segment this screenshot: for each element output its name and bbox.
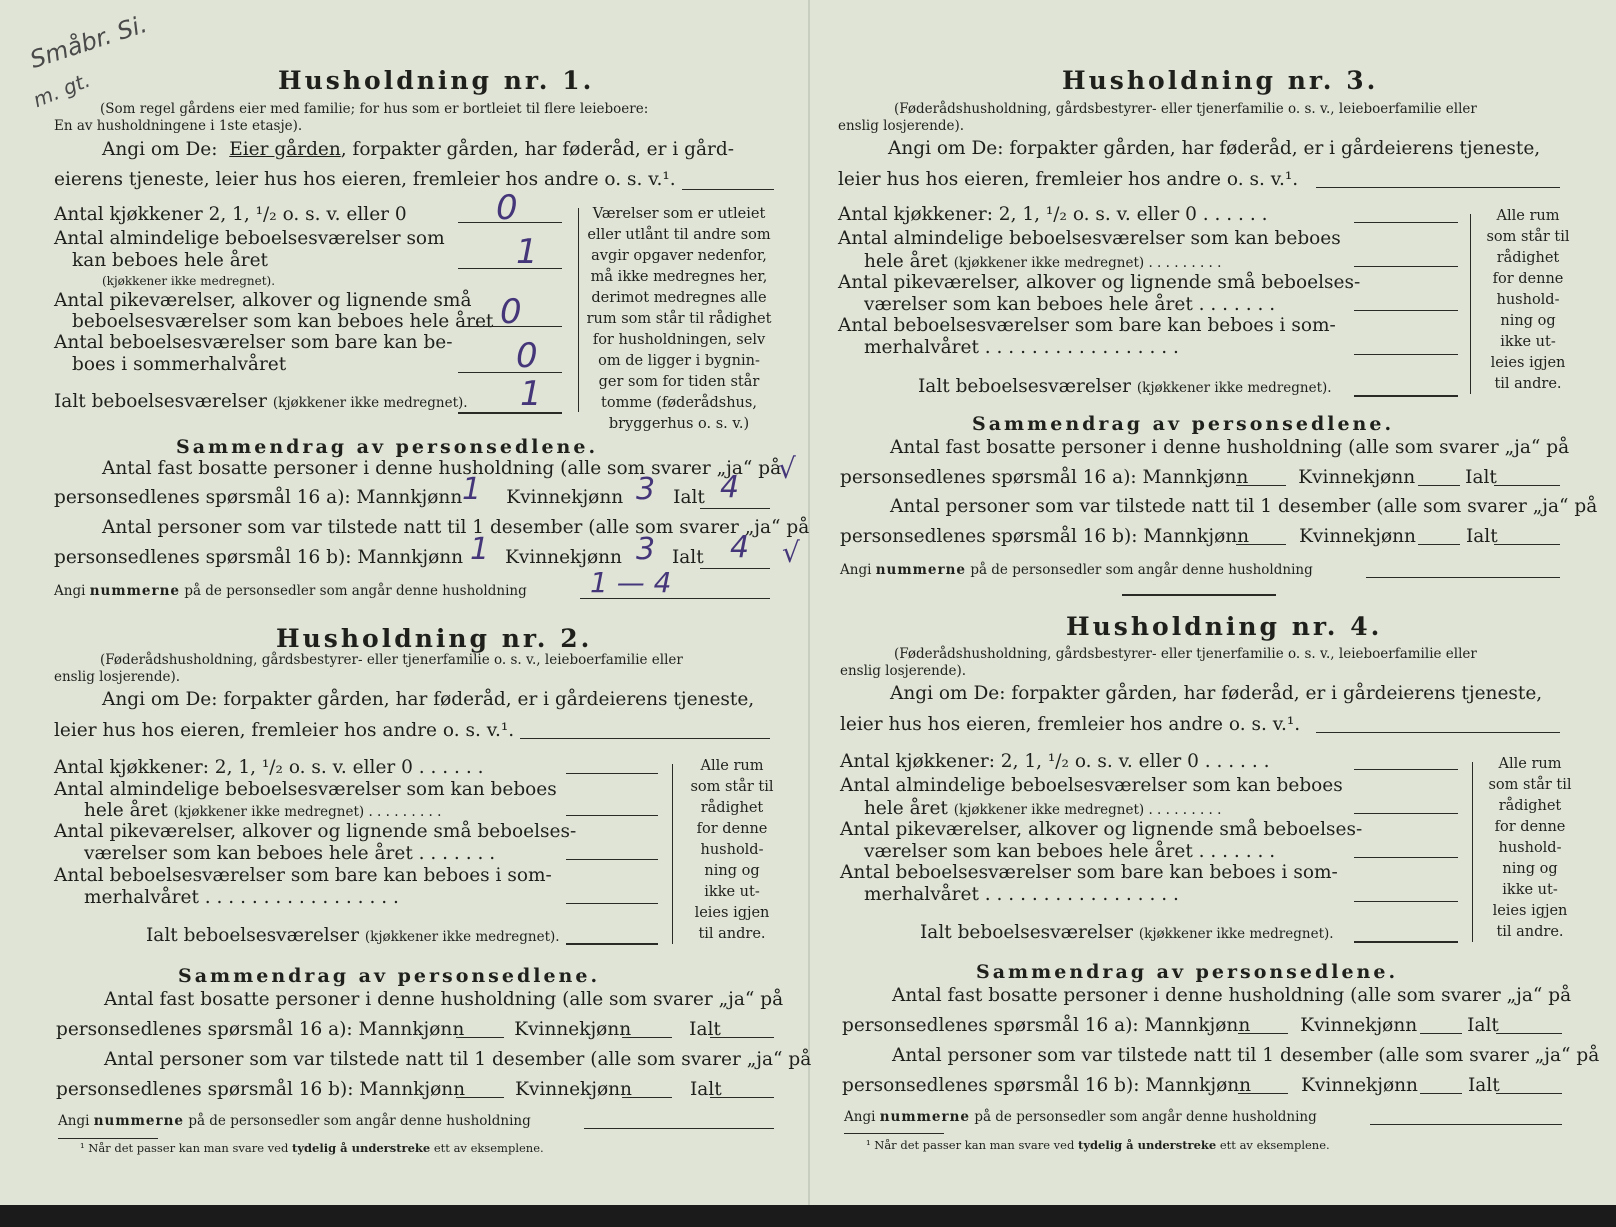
side-note-line: rådighet (1498, 798, 1562, 814)
s16b-line-1: Antal personer som var tilstede natt til 1 desember (alle som svarer „ja“ på (892, 1045, 1600, 1066)
s16b-line-2 (840, 526, 1498, 547)
row-alm-label-1: Antal almindelige beboelsesværelser som kan beboes (840, 775, 1343, 796)
hele-aret: hele året (864, 798, 948, 819)
side-note-line: for denne (1494, 819, 1566, 835)
kvinne-label: Kvinnekjønn (514, 1019, 632, 1040)
row-ialt-label (918, 376, 1332, 397)
household-3-side-note (1478, 206, 1578, 395)
ialt-note: (kjøkkener ikke medregnet). (1138, 926, 1334, 942)
value-16a-ialt: 4 (720, 470, 740, 505)
line-som (566, 903, 658, 904)
margin-note-2: m. gt. (29, 67, 94, 113)
row-som-label-2: boes i sommerhalvåret (72, 354, 287, 375)
angi-nummerne (58, 1113, 531, 1129)
side-brace (672, 764, 673, 944)
ialt-label: Ialt (689, 1079, 722, 1100)
ialt-label: Ialt beboelsesværelser (918, 376, 1131, 397)
line-kjokken (1354, 769, 1458, 770)
line-16b-ialt (700, 568, 770, 569)
value-nummerne: 1 — 4 (590, 566, 672, 599)
angi-rest: på de personsedler som angår denne husholdning (184, 583, 527, 599)
row-ialt-label (54, 391, 468, 412)
side-note-line: for husholdningen, selv (592, 332, 766, 348)
row-som-label-2: merhalvåret . . . . . . . . . . . . . . . . . (864, 884, 1179, 905)
household-2-angi-line-1: Angi om De: forpakter gården, har føderåd, er i gårdeierens tjeneste, (102, 689, 755, 710)
side-note-line: ikke ut- (704, 884, 760, 900)
alm-note: (kjøkkener ikke medregnet) . . . . . . . . . (953, 255, 1222, 271)
line-16a-mann (1238, 1033, 1288, 1034)
side-note-line: rum som står til rådighet (586, 311, 772, 327)
answer-line (682, 189, 774, 190)
ialt-label: Ialt (1467, 1015, 1499, 1036)
side-note-line: eller utlånt til andre som (587, 227, 771, 243)
household-3-angi-line-2: leier hus hos eieren, fremleier hos andre o. s. v.¹. (838, 169, 1299, 190)
nummerne-word: nummerne (93, 1113, 185, 1129)
check-16b: √ (782, 536, 800, 569)
line-16a-ialt (1496, 1033, 1562, 1034)
page-fold (808, 0, 810, 1205)
ialt-label: Ialt (1467, 1075, 1500, 1096)
s16a-line-2 (840, 467, 1497, 488)
value-som: 0 (516, 336, 538, 376)
line-16a-ialt (1494, 485, 1560, 486)
side-note-line: til andre. (698, 926, 766, 942)
row-alm-label-2: kan beboes hele året (72, 250, 268, 271)
line-kjokken (566, 773, 658, 774)
side-note-line: ning og (704, 863, 760, 879)
s16a-line-1: Antal fast bosatte personer i denne husholdning (alle som svarer „ja“ på (104, 989, 784, 1010)
row-som-label-1: Antal beboelsesværelser som bare kan be- (54, 332, 453, 353)
angi-rest: på de personsedler som angår denne husholdning (974, 1109, 1317, 1125)
household-4-title: Husholdning nr. 4. (1066, 612, 1383, 641)
value-kjokken: 0 (496, 188, 518, 228)
row-pike-label-1: Antal pikeværelser, alkover og lignende små beboelses- (840, 819, 1363, 840)
ialt-label: Ialt (1465, 467, 1497, 488)
side-note-line: for denne (696, 821, 768, 837)
angi-rest: på de personsedler som angår denne husholdning (970, 562, 1313, 578)
side-note-line: leies igjen (1490, 355, 1566, 371)
mann-label: Mannkjønn (1145, 1075, 1252, 1096)
household-3-title: Husholdning nr. 3. (1062, 66, 1379, 95)
hele-aret: hele året (84, 800, 168, 821)
household-1-paren-1: (Som regel gårdens eier med familie; for hus som er bortleiet til flere leieboere: (100, 101, 649, 117)
line-16b-kvinne (1420, 1093, 1462, 1094)
line-kjokken (1354, 222, 1458, 223)
side-note-line: til andre. (1494, 376, 1562, 392)
side-note-line: som står til (1488, 777, 1572, 793)
row-alm-label-1: Antal almindelige beboelsesværelser som (54, 228, 445, 249)
s16b-line-1: Antal personer som var tilstede natt til 1 desember (alle som svarer „ja“ på (102, 517, 810, 538)
household-2-paren-2: enslig losjerende). (54, 669, 181, 685)
row-kjokken-label: Antal kjøkkener: 2, 1, ¹/₂ o. s. v. eller 0 . . . . . . (840, 751, 1270, 772)
household-2-paren-1: (Føderådshusholdning, gårdsbestyrer- eller tjenerfamilie o. s. v., leieboerfamilie eller (100, 652, 683, 668)
line-pike (1354, 310, 1458, 311)
household-2-title: Husholdning nr. 2. (276, 624, 593, 653)
line-16b-ialt (1494, 544, 1560, 545)
line-16a-kvinne (622, 1037, 672, 1038)
value-ialt: 1 (520, 374, 542, 414)
side-note-line: avgir opgaver nedenfor, (591, 248, 767, 264)
s16b-line-2 (842, 1075, 1500, 1096)
line-16a-kvinne (1418, 485, 1460, 486)
row-pike-label-1: Antal pikeværelser, alkover og lignende små (54, 290, 472, 311)
side-note-line: leies igjen (1492, 903, 1568, 919)
s16a-line-2 (842, 1015, 1499, 1036)
row-alm-label-2 (84, 800, 441, 821)
row-ialt-label (920, 922, 1334, 943)
s16b-label: personsedlenes spørsmål 16 b): (840, 526, 1138, 547)
mann-label: Mannkjønn (1143, 526, 1250, 547)
side-note-line: bryggerhus o. s. v.) (608, 416, 750, 432)
ialt-label: Ialt beboelsesværelser (920, 922, 1133, 943)
row-som-label-2: merhalvåret . . . . . . . . . . . . . . . . . (84, 887, 399, 908)
ialt-label: Ialt beboelsesværelser (54, 391, 267, 412)
row-pike-label-1: Antal pikeværelser, alkover og lignende små beboelses- (838, 272, 1361, 293)
line-pike (1354, 857, 1458, 858)
household-2-angi-line-2: leier hus hos eieren, fremleier hos andre o. s. v.¹. (54, 720, 515, 741)
row-som-label-1: Antal beboelsesværelser som bare kan beboes i som- (840, 862, 1338, 883)
footnote-a: ¹ Når det passer kan man svare ved (866, 1138, 1075, 1152)
household-4-angi-line-1: Angi om De: forpakter gården, har føderåd, er i gårdeierens tjeneste, (890, 683, 1543, 704)
row-som-label-2: merhalvåret . . . . . . . . . . . . . . . . . (864, 337, 1179, 358)
footnote (866, 1138, 1330, 1152)
line-16b-ialt (710, 1097, 774, 1098)
side-note-line: som står til (690, 779, 774, 795)
line-16a-mann (456, 1037, 504, 1038)
line-16b-mann (456, 1097, 504, 1098)
row-som-label-1: Antal beboelsesværelser som bare kan beboes i som- (54, 865, 552, 886)
household-3-sammendrag: Sammendrag av personsedlene. (972, 413, 1395, 435)
mann-label: Mannkjønn (1144, 1015, 1251, 1036)
row-pike-label-1: Antal pikeværelser, alkover og lignende små beboelses- (54, 821, 577, 842)
household-1-angi-line-1 (102, 139, 734, 160)
household-2-side-note (682, 756, 782, 945)
footnote-c: ett av eksemplene. (433, 1141, 544, 1155)
footnote (80, 1141, 544, 1155)
value-16b-mann: 1 (470, 532, 490, 567)
row-pike-label-2: værelser som kan beboes hele året . . . . . . . (864, 841, 1276, 862)
line-16a-ialt (710, 1037, 774, 1038)
hele-aret: hele året (864, 251, 948, 272)
s16b-label: personsedlenes spørsmål 16 b): (54, 547, 352, 568)
row-alm-label-2 (864, 798, 1221, 819)
side-note-line: Værelser som er utleiet (592, 206, 766, 222)
side-note-line: rådighet (1496, 250, 1560, 266)
ialt-label: Ialt beboelsesværelser (146, 925, 359, 946)
row-alm-label-1: Antal almindelige beboelsesværelser som kan beboes (54, 779, 557, 800)
ialt-note: (kjøkkener ikke medregnet). (364, 929, 560, 945)
line-ialt (1354, 941, 1458, 943)
answer-line (520, 738, 770, 739)
line-som (1354, 901, 1458, 902)
s16b-line-2 (54, 547, 704, 568)
line-som (458, 372, 562, 373)
angi-word: Angi (54, 583, 86, 599)
angi-options: , forpakter gården, har føderåd, er i gård- (340, 139, 734, 160)
line-16b-mann (1236, 544, 1286, 545)
row-alm-label-2 (864, 251, 1221, 272)
household-2-sammendrag: Sammendrag av personsedlene. (178, 965, 601, 987)
household-4-paren-1: (Føderådshusholdning, gårdsbestyrer- eller tjenerfamilie o. s. v., leieboerfamilie eller (894, 646, 1477, 662)
alm-note: (kjøkkener ikke medregnet) . . . . . . . . . (173, 804, 442, 820)
line-16b-ialt (1496, 1093, 1562, 1094)
kvinne-label: Kvinnekjønn (515, 1079, 632, 1100)
ialt-note: (kjøkkener ikke medregnet). (272, 395, 468, 411)
line-16a-kvinne (1420, 1033, 1462, 1034)
footnote-b: tydelig å understreke (1078, 1138, 1217, 1152)
s16a-label: personsedlenes spørsmål 16 a): (56, 1019, 353, 1040)
side-note-line: hushold- (1496, 292, 1560, 308)
household-4-side-note (1480, 754, 1580, 943)
household-4-sammendrag: Sammendrag av personsedlene. (976, 961, 1399, 983)
footnote-rule (58, 1138, 158, 1139)
line-nummerne (1370, 1124, 1562, 1125)
side-brace (1472, 762, 1473, 942)
line-16a-ialt (700, 508, 770, 509)
side-note-line: hushold- (700, 842, 764, 858)
kvinne-label: Kvinnekjønn (1300, 1015, 1418, 1036)
value-alm: 1 (516, 232, 538, 272)
s16a-line-1: Antal fast bosatte personer i denne husholdning (alle som svarer „ja“ på (892, 985, 1572, 1006)
row-pike-label-2: beboelsesværelser som kan beboes hele året (72, 311, 494, 332)
s16b-line-1: Antal personer som var tilstede natt til 1 desember (alle som svarer „ja“ på (104, 1049, 812, 1070)
ialt-label: Ialt (1465, 526, 1498, 547)
ialt-label: Ialt (671, 547, 704, 568)
mann-label: Mannkjønn (359, 1079, 466, 1100)
line-ialt (458, 412, 562, 414)
value-pike: 0 (500, 292, 522, 332)
side-note-line: ning og (1502, 861, 1558, 877)
household-4-angi-line-2: leier hus hos eieren, fremleier hos andre o. s. v.¹. (840, 714, 1301, 735)
line-nummerne (584, 1128, 774, 1129)
nummerne-word: nummerne (879, 1109, 971, 1125)
ialt-label: Ialt (689, 1019, 721, 1040)
household-3-angi-line-1: Angi om De: forpakter gården, har føderåd, er i gårdeierens tjeneste, (888, 138, 1541, 159)
household-1-sammendrag: Sammendrag av personsedlene. (176, 436, 599, 458)
row-alm-label-3: (kjøkkener ikke medregnet). (102, 274, 276, 288)
household-1-side-note (586, 204, 772, 435)
side-note-line: Alle rum (1498, 756, 1562, 772)
row-ialt-label (146, 925, 560, 946)
line-alm (1354, 266, 1458, 267)
side-note-line: rådighet (700, 800, 764, 816)
angi-label: Angi om De: (102, 139, 218, 160)
side-note-line: ger som for tiden står (598, 374, 760, 390)
s16a-label: personsedlenes spørsmål 16 a): (54, 487, 351, 508)
answer-line (1316, 187, 1560, 188)
margin-note: Småbr. Si. (26, 9, 151, 75)
line-pike (566, 859, 658, 860)
angi-word: Angi (840, 562, 872, 578)
separator-rule (1122, 594, 1276, 596)
household-1-angi-line-2: eierens tjeneste, leier hus hos eieren, fremleier hos andre o. s. v.¹. (54, 169, 676, 190)
kvinne-label: Kvinnekjønn (1299, 526, 1416, 547)
s16b-label: personsedlenes spørsmål 16 b): (56, 1079, 354, 1100)
kvinne-label: Kvinnekjønn (1301, 1075, 1418, 1096)
household-1-title: Husholdning nr. 1. (278, 66, 595, 95)
answer-eier-garden: Eier gården (229, 139, 341, 160)
row-kjokken-label: Antal kjøkkener: 2, 1, ¹/₂ o. s. v. eller 0 . . . . . . (838, 204, 1268, 225)
kvinne-label: Kvinnekjønn (506, 487, 624, 508)
row-kjokken-label: Antal kjøkkener: 2, 1, ¹/₂ o. s. v. eller 0 . . . . . . (54, 757, 484, 778)
angi-word: Angi (844, 1109, 876, 1125)
mann-label: Mannkjønn (356, 487, 463, 508)
line-alm (458, 268, 562, 269)
line-16b-kvinne (622, 1097, 672, 1098)
angi-nummerne (844, 1109, 1317, 1125)
row-pike-label-2: værelser som kan beboes hele året . . . . . . . (864, 294, 1276, 315)
kvinne-label: Kvinnekjønn (1298, 467, 1416, 488)
check-16a: √ (778, 452, 796, 485)
household-3-paren-1: (Føderådshusholdning, gårdsbestyrer- eller tjenerfamilie o. s. v., leieboerfamilie eller (894, 101, 1477, 117)
mann-label: Mannkjønn (1142, 467, 1249, 488)
value-16b-ialt: 4 (730, 530, 750, 565)
row-pike-label-2: værelser som kan beboes hele året . . . . . . . (84, 843, 496, 864)
side-note-line: derimot medregnes alle (591, 290, 767, 306)
s16a-line-1: Antal fast bosatte personer i denne husholdning (alle som svarer „ja“ på (890, 437, 1570, 458)
value-16b-kvinne: 3 (636, 532, 656, 567)
line-nummerne (580, 598, 770, 599)
side-note-line: Alle rum (1496, 208, 1560, 224)
line-ialt (1354, 395, 1458, 397)
s16a-line-2 (54, 487, 705, 508)
nummerne-word: nummerne (89, 583, 181, 599)
line-16b-kvinne (1418, 544, 1460, 545)
side-note-line: ikke ut- (1500, 334, 1556, 350)
angi-word: Angi (58, 1113, 90, 1129)
household-1-paren-2: En av husholdningene i 1ste etasje). (54, 118, 303, 134)
row-kjokken-label: Antal kjøkkener 2, 1, ¹/₂ o. s. v. eller 0 (54, 204, 407, 225)
side-note-line: som står til (1486, 229, 1570, 245)
answer-line (1316, 732, 1560, 733)
angi-nummerne (54, 583, 527, 599)
s16b-line-1: Antal personer som var tilstede natt til 1 desember (alle som svarer „ja“ på (890, 496, 1598, 517)
household-4-paren-2: enslig losjerende). (840, 663, 967, 679)
side-note-line: leies igjen (694, 905, 770, 921)
line-nummerne (1366, 577, 1560, 578)
side-note-line: Alle rum (700, 758, 764, 774)
footnote-a: ¹ Når det passer kan man svare ved (80, 1141, 289, 1155)
side-note-line: ning og (1500, 313, 1556, 329)
s16b-label: personsedlenes spørsmål 16 b): (842, 1075, 1140, 1096)
side-note-line: ikke ut- (1502, 882, 1558, 898)
angi-rest: på de personsedler som angår denne husholdning (188, 1113, 531, 1129)
value-16a-kvinne: 3 (636, 472, 656, 507)
line-alm (1354, 813, 1458, 814)
footnote-rule (844, 1133, 944, 1134)
line-16b-mann (1238, 1093, 1288, 1094)
value-16a-mann: 1 (462, 472, 482, 507)
s16a-label: personsedlenes spørsmål 16 a): (840, 467, 1137, 488)
side-note-line: må ikke medregnes her, (590, 269, 768, 285)
line-ialt (566, 943, 658, 945)
side-note-line: til andre. (1496, 924, 1564, 940)
kvinne-label: Kvinnekjønn (505, 547, 622, 568)
side-note-line: om de ligger i bygnin- (598, 353, 760, 369)
side-note-line: hushold- (1498, 840, 1562, 856)
ialt-note: (kjøkkener ikke medregnet). (1136, 380, 1332, 396)
alm-note: (kjøkkener ikke medregnet) . . . . . . . . . (953, 802, 1222, 818)
row-som-label-1: Antal beboelsesværelser som bare kan beboes i som- (838, 315, 1336, 336)
footnote-c: ett av eksemplene. (1219, 1138, 1330, 1152)
line-16a-mann (1236, 485, 1286, 486)
line-som (1354, 354, 1458, 355)
nummerne-word: nummerne (875, 562, 967, 578)
line-alm (566, 815, 658, 816)
household-3-paren-2: enslig losjerende). (838, 118, 965, 134)
s16a-label: personsedlenes spørsmål 16 a): (842, 1015, 1139, 1036)
side-brace (1470, 214, 1471, 394)
row-alm-label-1: Antal almindelige beboelsesværelser som kan beboes (838, 228, 1341, 249)
side-brace (578, 208, 579, 412)
angi-nummerne (840, 562, 1313, 578)
footnote-b: tydelig å understreke (292, 1141, 431, 1155)
ialt-label: Ialt (673, 487, 705, 508)
side-note-line: for denne (1492, 271, 1564, 287)
mann-label: Mannkjønn (358, 1019, 465, 1040)
s16a-line-1: Antal fast bosatte personer i denne husholdning (alle som svarer „ja“ på (102, 458, 782, 479)
mann-label: Mannkjønn (357, 547, 464, 568)
side-note-line: tomme (føderådshus, (601, 395, 757, 411)
